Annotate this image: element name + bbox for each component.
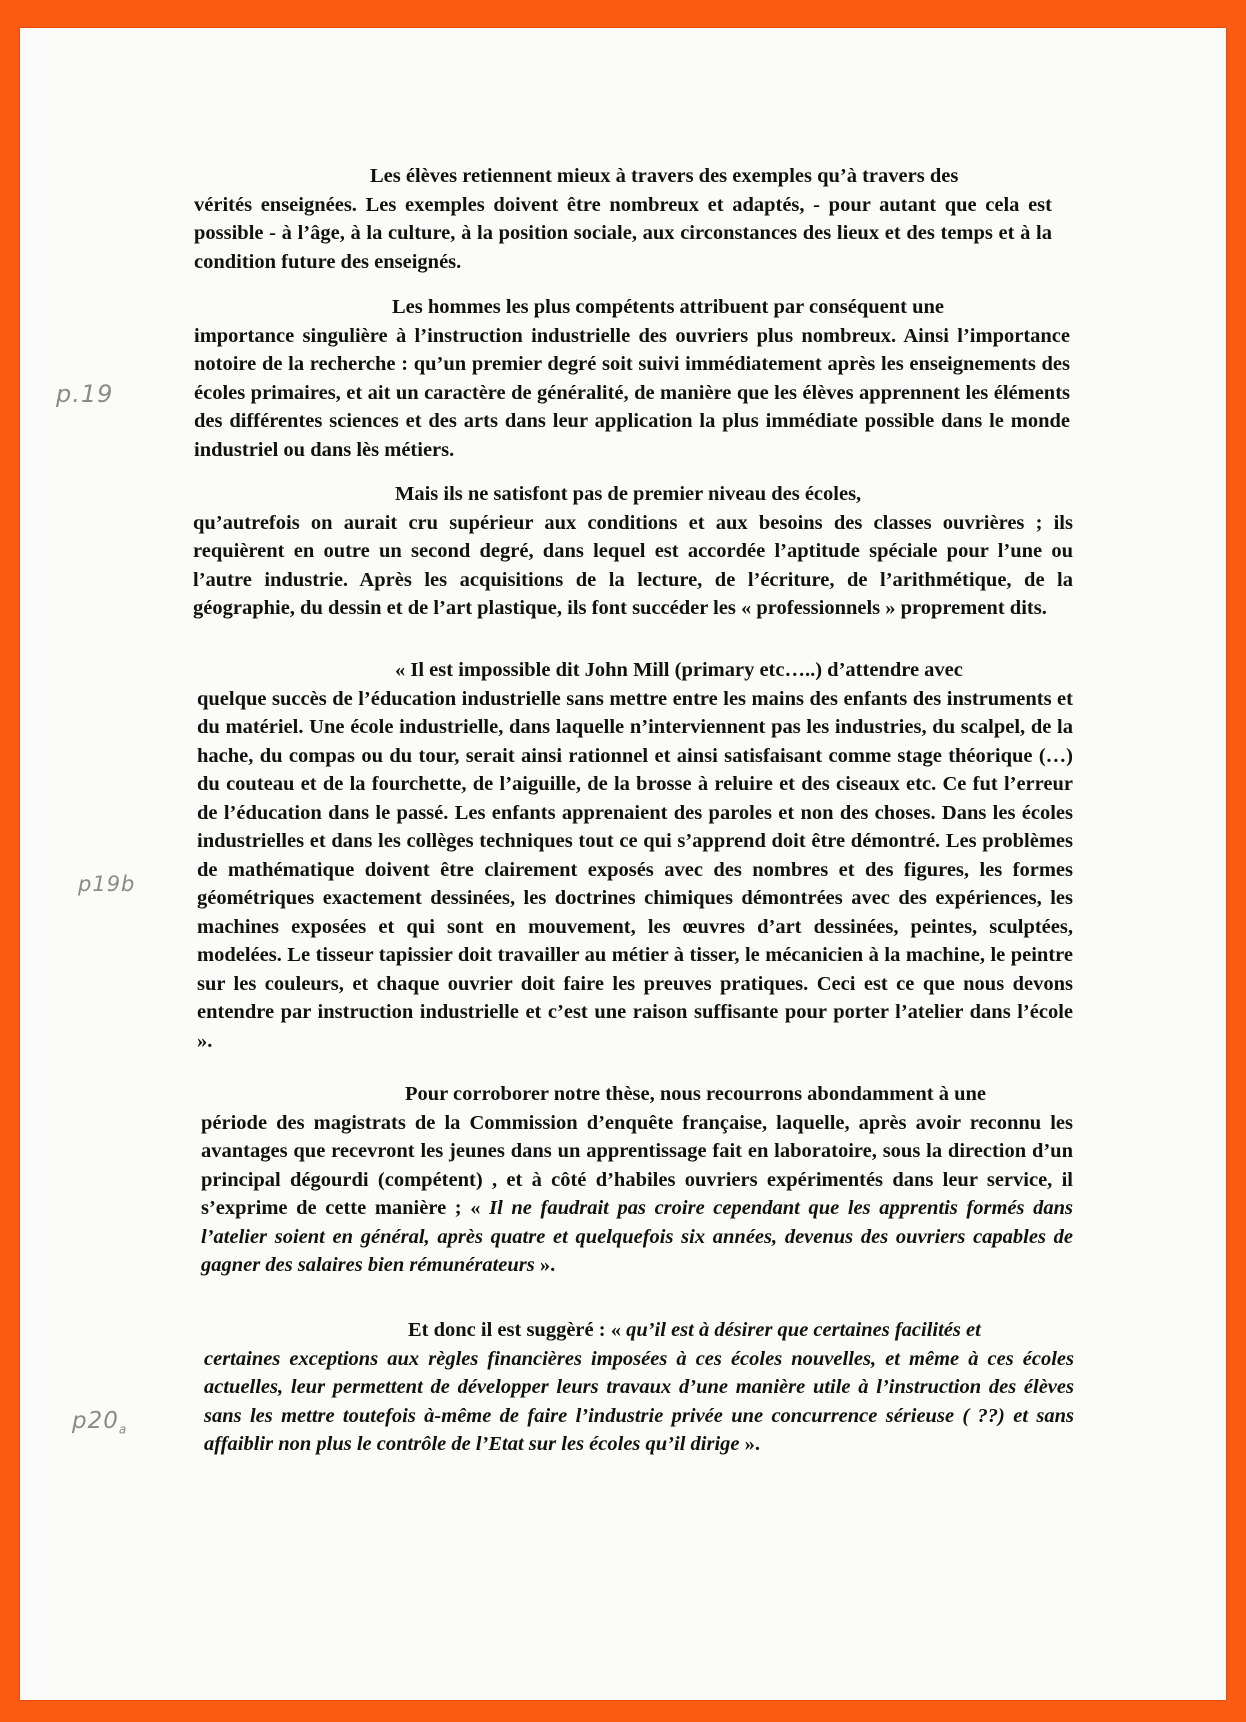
paragraph-4: [197, 656, 1073, 1055]
paragraph-6-quote-start: qu’il est à désirer que certaines facilités et: [626, 1319, 981, 1341]
paragraph-4-first-line: « Il est impossible dit John Mill (primary etc…..) d’attendre avec: [395, 659, 963, 681]
paragraph-6-quote: certaines exceptions aux règles financières imposées à ces écoles nouvelles, et même à ces écoles actuelles, leur permettent de développer leurs travaux d’une manière utile à l’instruction des élèves sans les mettre toutefois à-même de faire l’industrie privée une concurrence sérieuse ( ??) et sans affaiblir non plus le contrôle de l’Etat sur les écoles qu’il dirige: [204, 1347, 1074, 1455]
paragraph-2-first-line: Les hommes les plus compétents attribuent par conséquent une: [392, 296, 944, 318]
paragraph-4-body: quelque succès de l’éducation industrielle sans mettre entre les mains des enfants des instruments et du matériel. Une école industrielle, dans laquelle n’interviennent pas les industries, du scalpel, de la hache, du compas ou du tour, serait ainsi rationnel et ainsi satisfaisant comme stage théorique (…) du couteau et de la fourchette, de l’aiguille, de la brosse à reluire et des ciseaux etc. Ce fut l’erreur de l’éducation dans le passé. Les enfants apprenaient des paroles et non des choses. Dans les écoles industrielles et dans les collèges techniques tout ce qui s’apprend doit être démontré. Les problèmes de mathématique doivent être clairement exposés avec des nombres et des figures, les formes géométriques exactement dessinées, les doctrines chimiques démontrées avec des expériences, les machines exposées et qui sont en mouvement, les œuvres d’art dessinées, peintes, sculptées, modelées. Le tisseur tapissier doit travailler au métier à tisser, le mécanicien à la machine, le peintre sur les couleurs, et chaque ouvrier doit faire les preuves pratiques. Ceci est ce que nous devons entendre par instruction industrielle et c’est une raison suffisante pour porter l’atelier dans l’école ».: [197, 687, 1073, 1052]
paragraph-2-body: importance singulière à l’instruction industrielle des ouvriers plus nombreux. Ainsi l’importance notoire de la recherche : qu’un premier degré soit suivi immédiatement après les enseignements des écoles primaires, et ait un caractère de généralité, de manière que les élèves apprennent les éléments des différentes sciences et des arts dans leur application la plus immédiate possible dans le monde industriel ou dans lès métiers.: [194, 324, 1070, 461]
margin-note-p20-main: p20: [72, 1408, 119, 1434]
paragraph-6-intro: Et donc il est suggèré : «: [408, 1319, 627, 1341]
paragraph-6-body: [204, 1345, 1074, 1459]
paragraph-6-quote-end: ».: [739, 1433, 760, 1455]
paragraph-5-quote: Il ne faudrait pas croire cependant que les apprentis formés dans l’atelier soient en général, après quatre et quelquefois six années, devenus des ouvriers capables de gagner des salaires bien rémunérateurs: [201, 1197, 1073, 1276]
paragraph-5-first-line: Pour corroborer notre thèse, nous recourrons abondamment à une: [405, 1083, 987, 1105]
paragraph-6: [204, 1316, 1074, 1459]
paragraph-6-first-line: [204, 1316, 1074, 1345]
paper-sheet: [20, 28, 1226, 1700]
paragraph-3: [193, 480, 1073, 623]
margin-note-p20a: [72, 1408, 127, 1437]
paragraph-1: [194, 162, 1052, 276]
margin-note-p20-sub: a: [118, 1422, 128, 1437]
paragraph-5-body: [201, 1109, 1073, 1280]
paragraph-1-first-line: Les élèves retiennent mieux à travers des exemples qu’à travers des: [370, 165, 959, 187]
paragraph-1-body: vérités enseignées. Les exemples doivent être nombreux et adaptés, - pour autant que cela est possible - à l’âge, à la culture, à la position sociale, aux circonstances des lieux et des temps et à la condition future des enseignés.: [194, 193, 1052, 273]
paragraph-5: [201, 1080, 1073, 1280]
paragraph-5-body-text: période des magistrats de la Commission d’enquête française, laquelle, après avoir reconnu les avantages que recevront les jeunes dans un apprentissage fait en laboratoire, sous la direction d’un principal dégourdi (compétent) , et à côté d’habiles ouvriers expérimentés dans leur service, il s’exprime de cette manière ; «: [201, 1111, 1073, 1219]
paragraph-2: [194, 293, 1070, 464]
paragraph-3-first-line: Mais ils ne satisfont pas de premier niveau des écoles,: [395, 483, 862, 505]
margin-note-p19b: p19b: [78, 872, 136, 896]
margin-note-p19: p.19: [56, 380, 114, 408]
paragraph-3-body: qu’autrefois on aurait cru supérieur aux conditions et aux besoins des classes ouvrières ; ils requièrent en outre un second degré, dans lequel est accordée l’aptitude spéciale pour l’une ou l’autre industrie. Après les acquisitions de la lecture, de l’écriture, de l’arithmétique, de la géographie, du dessin et de l’art plastique, ils font succéder les « professionnels » proprement dits.: [193, 511, 1073, 619]
paragraph-5-quote-end: ».: [534, 1254, 556, 1276]
